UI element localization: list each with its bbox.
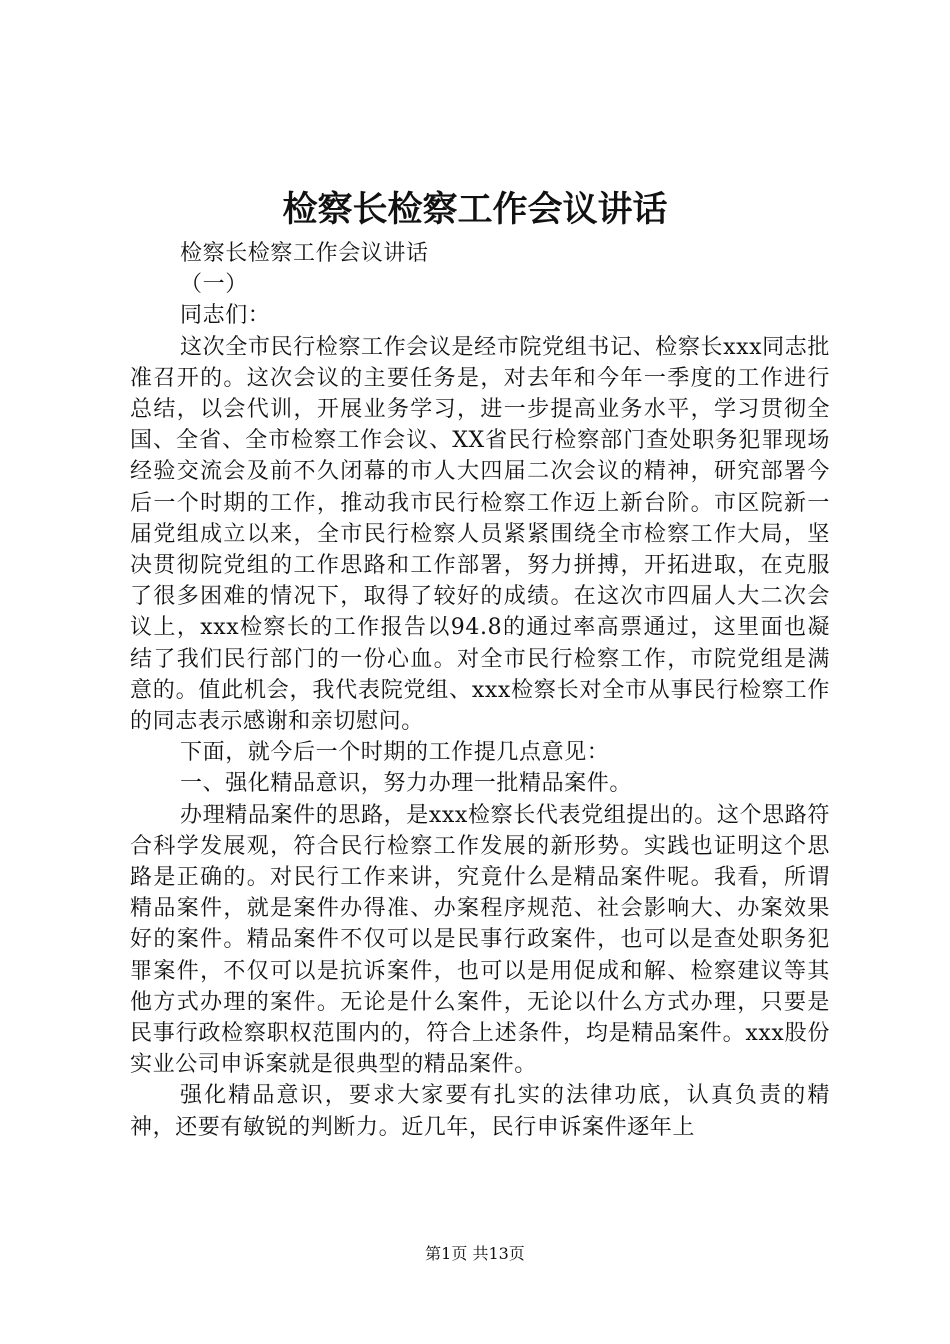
page-footer: 第1页 共13页 <box>425 1244 525 1263</box>
subtitle-paragraph: 检察长检察工作会议讲话 <box>180 241 429 266</box>
body-paragraph: 这次全市民行检察工作会议是经市院党组书记、检察长xxx同志批准召开的。这次会议的主要任务是，对去年和今年一季度的工作进行总结，以会代训，开展业务学习，进一步提高业务水平，学习贯彻全国、全省、全市检察工作会议、XX省民行检察部门查处职务犯罪现场经验交流会及前不久闭幕的市人大四届二次会议的精神，研究部署今后一个时期的工作，推动我市民行检察工作迈上新台阶。市区院新一届党组成立以来，全市民行检察人员紧紧围绕全市检察工作大局，坚决贯彻院党组的工作思路和工作部署，努力拼搏，开拓进取，在克服了很多困难的情况下，取得了较好的成绩。在这次市四届人大二次会议上，xxx检察长的工作报告以94.8的通过率高票通过，这里面也凝结了我们民行部门的一份心血。对全市民行检察工作，市院党组是满意的。值此机会，我代表院党组、xxx检察长对全市从事民行检察工作的同志表示感谢和亲切慰问。 <box>130 334 830 735</box>
document-title: 检察长检察工作会议讲话 <box>282 189 668 230</box>
salutation-paragraph: 同志们： <box>180 303 271 329</box>
body-paragraph: 下面，就今后一个时期的工作提几点意见： <box>180 740 610 766</box>
section-heading: 一、强化精品意识，努力办理一批精品案件。 <box>180 771 633 797</box>
document-body <box>130 238 830 1143</box>
section-number-paragraph: （一） <box>180 272 248 298</box>
body-paragraph: 强化精品意识，要求大家要有扎实的法律功底，认真负责的精神，还要有敏锐的判断力。近几年，民行申诉案件逐年上 <box>130 1083 830 1140</box>
body-paragraph: 办理精品案件的思路，是xxx检察长代表党组提出的。这个思路符合科学发展观，符合民行检察工作发展的新形势。实践也证明这个思路是正确的。对民行工作来讲，究竟什么是精品案件呢。我看，所谓精品案件，就是案件办得准、办案程序规范、社会影响大、办案效果好的案件。精品案件不仅可以是民事行政案件，也可以是查处职务犯罪案件，不仅可以是抗诉案件，也可以是用促成和解、检察建议等其他方式办理的案件。无论是什么案件，无论以什么方式办理，只要是民事行政检察职权范围内的，符合上述条件，均是精品案件。xxx股份实业公司申诉案就是很典型的精品案件。 <box>130 802 830 1078</box>
